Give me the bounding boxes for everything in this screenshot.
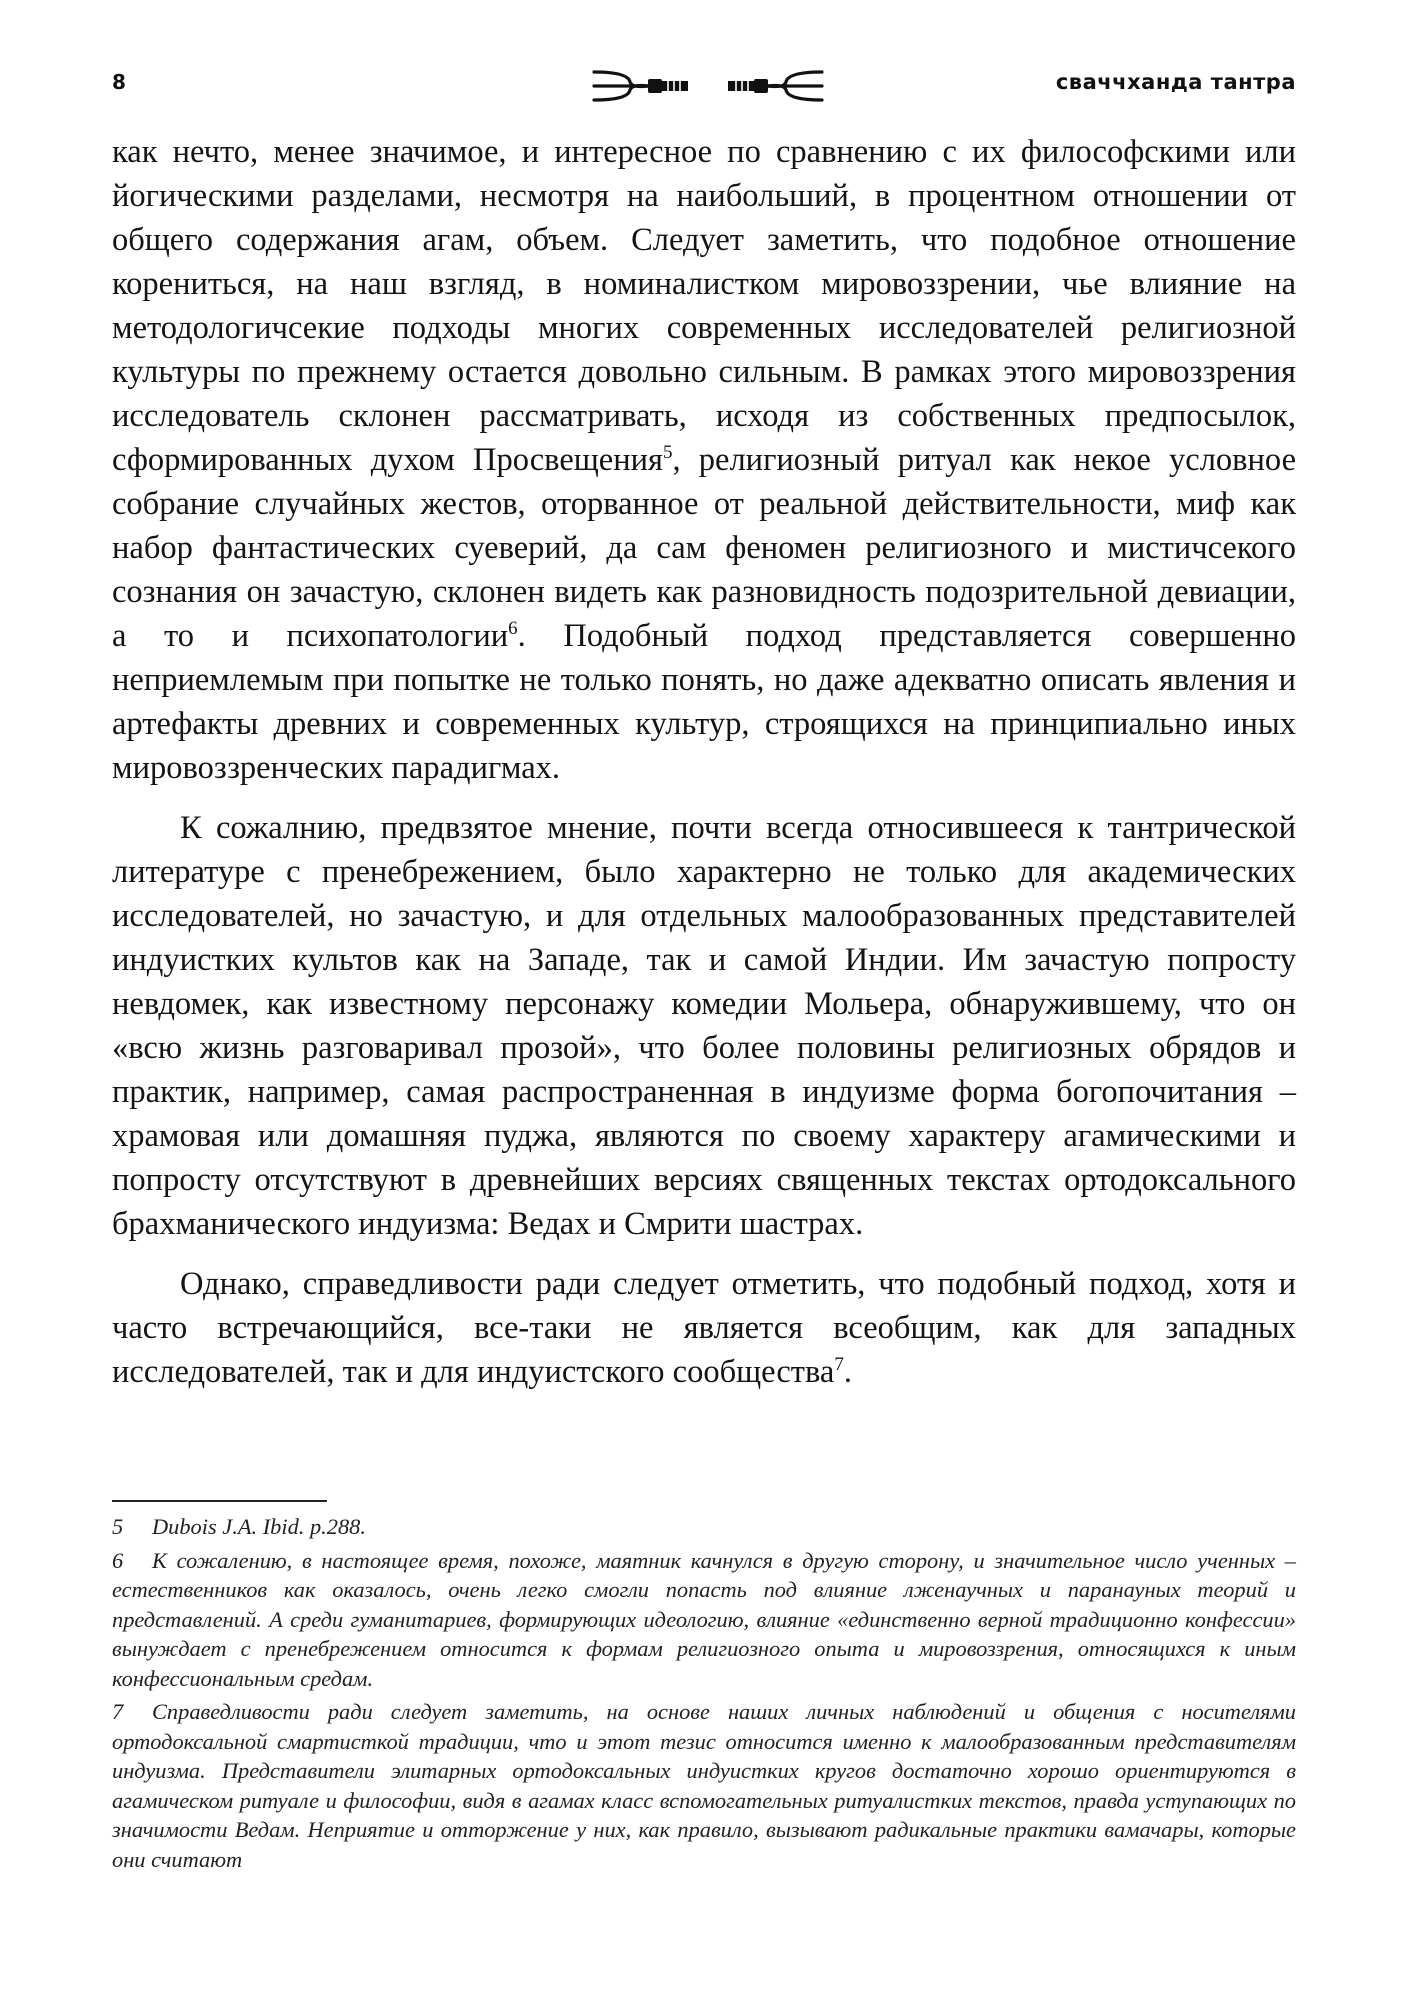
footnote-5 bbox=[112, 1512, 1296, 1542]
trident-ornament-icon bbox=[588, 62, 828, 110]
paragraph-3-end: . bbox=[843, 1354, 852, 1390]
page-header bbox=[112, 62, 1296, 110]
footnote-divider bbox=[112, 1500, 327, 1502]
footnote-text: К сожалению, в настоящее время, похоже, маятник качнулся в другую сторону, и значительное число ученных – естественников как оказалось, очень легко смогли попасть под влияние лженаучных и паранауных теорий и представлений. А среди гуманитариев, формирующих идеологию, влияние «единственно верной традиционно конфессии» вынуждает с пренебрежением относится к формам религиозного опыта и мировоззрения, относящихся к иным конфессиональным средам. bbox=[112, 1547, 1296, 1691]
footnote-7 bbox=[112, 1697, 1296, 1874]
paragraph-1-part-c: . Подобный подход представляется совершенно неприемлемым при попытке не только понять, но даже адекватно описать явления и артефакты древних и современных культур, строящихся на принципиально иных мировоззренческих парадигмах. bbox=[112, 618, 1296, 786]
footnote-ref-5: 5 bbox=[662, 442, 673, 464]
footnote-ref-6: 6 bbox=[508, 618, 518, 640]
footnote-text: Справедливости ради следует заметить, на основе наших личных наблюдений и общения с носителями ортодоксальной смартисткой традиции, что и этот тезис относится именно к малообразованным представителям индуизма. Представители элитарных ортодоксальных индуистких кругов достаточно хорошо ориентируются в агамическом ритуале и философии, видя в агамах класс вспомогательных ритуалистких текстов, правда уступающих по значимости Ведам. Неприятие и отторжение у них, как правило, вызывают радикальные практики вамачары, которые они считают bbox=[112, 1699, 1296, 1872]
footnote-number: 7 bbox=[112, 1699, 124, 1724]
paragraph-3-text: Однако, справедливости ради следует отметить, что подобный подход, хотя и часто встречающийся, все-таки не является всеобщим, как для западных исследователей, так и для индуистского сообщества bbox=[112, 1266, 1296, 1390]
footnote-number: 5 bbox=[112, 1514, 124, 1539]
footnote-ref-7: 7 bbox=[834, 1354, 844, 1376]
paragraph-1-part-b: , религиозный ритуал как некое условное собрание случайных жестов, оторванное от реальной действительности, миф как набор фантастических суеверий, да сам феномен религиозного и мистичсекого сознания он зачастую, склонен видеть как разновидность подозрительной девиации, а то и психопатологии bbox=[112, 442, 1296, 654]
footnote-6 bbox=[112, 1546, 1296, 1694]
paragraph-1-part-a: как нечто, менее значимое, и интересное по сравнению с их философскими или йогическими разделами, несмотря на наибольший, в процентном отношении от общего содержания агам, объем. Следует заметить, что подобное отношение корениться, на наш взгляд, в номиналистком мировоззрении, чье влияние на методологичсекие подходы многих современных исследователей религиозной культуры по прежнему остается довольно сильным. В рамках этого мировоззрения исследователь склонен рассматривать, исходя из собственных предпосылок, сформированных духом Просвещения bbox=[112, 134, 1296, 478]
paragraph-3 bbox=[112, 1262, 1296, 1394]
running-title: сваччханда тантра bbox=[1055, 70, 1296, 94]
paragraph-2: К сожалнию, предвзятое мнение, почти всегда относившееся к тантрической литературе с пренебрежением, было характерно не только для академических исследователей, но зачастую, и для отдельных малообразованных представителей индуистких культов как на Западе, так и самой Индии. Им зачастую попросту невдомек, как известному персонажу комедии Мольера, обнаружившему, что он «всю жизнь разговаривал прозой», что более половины религиозных обрядов и практик, например, самая распространенная в индуизме форма богопочитания – храмовая или домашняя пуджа, являются по своему характеру агамическими и попросту отсутствуют в древнейших версиях священных текстах ортодоксального брахманического индуизма: Ведах и Смрити шастрах. bbox=[112, 810, 1296, 1242]
footnotes bbox=[112, 1512, 1296, 1878]
footnote-number: 6 bbox=[112, 1547, 124, 1573]
page-number: 8 bbox=[112, 70, 126, 94]
paragraph-1 bbox=[112, 130, 1296, 790]
footnote-text: Dubois J.A. Ibid. p.288. bbox=[152, 1514, 366, 1539]
main-text bbox=[112, 130, 1296, 1394]
